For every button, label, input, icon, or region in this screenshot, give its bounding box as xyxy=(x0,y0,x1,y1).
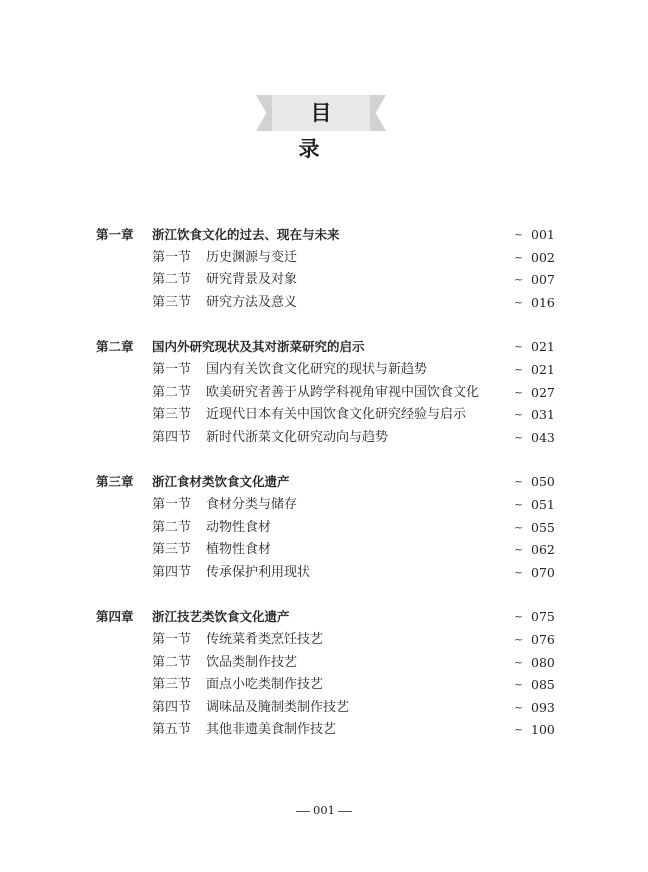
page-number: 085 xyxy=(531,677,555,693)
toc-section-row[interactable] xyxy=(0,428,648,448)
page-number: 007 xyxy=(531,272,555,288)
page-number: 055 xyxy=(531,519,555,535)
page-leader: ~ xyxy=(514,520,524,534)
section-title: 食材分类与储存 xyxy=(206,497,298,512)
toc-section-row[interactable] xyxy=(0,563,648,583)
section-title: 面点小吃类制作技艺 xyxy=(206,677,324,693)
page-number: 031 xyxy=(531,407,555,423)
toc-section-row[interactable] xyxy=(0,675,648,695)
toc-title-banner xyxy=(256,95,386,161)
toc-chapter-row[interactable] xyxy=(0,225,648,245)
section-title: 近现代日本有关中国饮食文化研究经验与启示 xyxy=(206,407,467,423)
page-leader: ~ xyxy=(514,565,524,579)
page-leader: ~ xyxy=(514,363,524,376)
page-number: 062 xyxy=(531,542,555,558)
section-number: 第四节 xyxy=(152,429,192,445)
toc-section-row[interactable] xyxy=(0,653,648,673)
toc-section-row[interactable] xyxy=(0,630,648,650)
chapter-number: 第三章 xyxy=(96,474,134,490)
page-number: 016 xyxy=(531,294,555,310)
section-number: 第二节 xyxy=(152,272,192,288)
page-number: 002 xyxy=(531,249,555,265)
page-leader: ~ xyxy=(514,430,524,444)
page-number: 051 xyxy=(531,497,555,512)
toc-section-row[interactable] xyxy=(0,518,648,538)
page-leader: ~ xyxy=(514,633,524,646)
chapter-number: 第一章 xyxy=(96,227,134,242)
section-title: 国内有关饮食文化研究的现状与新趋势 xyxy=(206,362,428,377)
toc-section-row[interactable] xyxy=(0,293,648,313)
section-title: 动物性食材 xyxy=(206,519,272,535)
section-number: 第一节 xyxy=(152,362,192,377)
section-number: 第一节 xyxy=(152,249,192,265)
chapter-title: 浙江饮食文化的过去、现在与未来 xyxy=(152,227,340,242)
section-title: 饮品类制作技艺 xyxy=(206,654,298,670)
section-number: 第三节 xyxy=(152,542,192,558)
section-number: 第五节 xyxy=(152,722,192,738)
chapter-title: 浙江食材类饮食文化遗产 xyxy=(152,474,290,490)
section-number: 第四节 xyxy=(152,699,192,715)
page-leader: ~ xyxy=(514,408,524,422)
page-leader: ~ xyxy=(514,655,524,669)
page-number: 021 xyxy=(531,339,555,355)
page-title: 目 录 xyxy=(298,101,356,161)
section-title: 欧美研究者善于从跨学科视角审视中国饮食文化 xyxy=(206,384,480,400)
section-number: 第四节 xyxy=(152,564,192,580)
section-title: 新时代浙菜文化研究动向与趋势 xyxy=(206,429,389,445)
footer-dash-right xyxy=(338,811,352,812)
toc-chapter-row[interactable] xyxy=(0,472,648,492)
toc-section-row[interactable] xyxy=(0,248,648,268)
page-leader: ~ xyxy=(514,498,524,511)
page-number: 021 xyxy=(531,362,555,377)
page-leader: ~ xyxy=(514,385,524,399)
page-leader: ~ xyxy=(514,543,524,557)
section-number: 第二节 xyxy=(152,654,192,670)
section-number: 第三节 xyxy=(152,677,192,693)
toc-section-row[interactable] xyxy=(0,698,648,718)
page-number: 027 xyxy=(531,384,555,400)
section-title: 传承保护利用现状 xyxy=(206,564,311,580)
page-leader: ~ xyxy=(514,723,524,737)
page-leader: ~ xyxy=(514,700,524,714)
page-footer xyxy=(0,802,648,818)
page-number: 080 xyxy=(531,654,555,670)
chapter-title: 浙江技艺类饮食文化遗产 xyxy=(152,609,290,625)
page-number: 043 xyxy=(531,429,555,445)
page-leader: ~ xyxy=(514,678,524,692)
toc-chapter-row[interactable] xyxy=(0,337,648,357)
section-title: 研究背景及对象 xyxy=(206,272,298,288)
page-leader: ~ xyxy=(514,475,524,489)
toc-section-row[interactable] xyxy=(0,270,648,290)
chapter-number: 第四章 xyxy=(96,609,134,625)
page-number: 076 xyxy=(531,632,555,647)
section-number: 第三节 xyxy=(152,407,192,423)
page-leader: ~ xyxy=(514,295,524,309)
toc-section-row[interactable] xyxy=(0,360,648,380)
section-number: 第一节 xyxy=(152,632,192,647)
chapter-title: 国内外研究现状及其对浙菜研究的启示 xyxy=(152,339,365,355)
toc-section-row[interactable] xyxy=(0,405,648,425)
section-number: 第一节 xyxy=(152,497,192,512)
page-number: 050 xyxy=(531,474,555,490)
footer-dash-left xyxy=(296,811,310,812)
toc-chapter-row[interactable] xyxy=(0,607,648,627)
section-title: 研究方法及意义 xyxy=(206,294,298,310)
page-number: 075 xyxy=(531,609,555,625)
page-leader: ~ xyxy=(514,610,524,624)
section-title: 历史渊源与变迁 xyxy=(206,249,298,265)
page-number: 001 xyxy=(531,227,555,242)
chapter-number: 第二章 xyxy=(96,339,134,355)
toc-section-row[interactable] xyxy=(0,540,648,560)
section-title: 植物性食材 xyxy=(206,542,272,558)
page-leader: ~ xyxy=(514,273,524,287)
page-number: 070 xyxy=(531,564,555,580)
section-number: 第二节 xyxy=(152,519,192,535)
section-title: 调味品及腌制类制作技艺 xyxy=(206,699,350,715)
page-leader: ~ xyxy=(514,250,524,264)
toc-section-row[interactable] xyxy=(0,383,648,403)
page-number: 100 xyxy=(531,722,555,738)
footer-page-number: 001 xyxy=(313,803,335,817)
section-title: 其他非遗美食制作技艺 xyxy=(206,722,337,738)
section-title: 传统菜肴类烹饪技艺 xyxy=(206,632,324,647)
toc-section-row[interactable] xyxy=(0,495,648,515)
page-leader: ~ xyxy=(514,340,524,354)
page-number: 093 xyxy=(531,699,555,715)
toc-section-row[interactable] xyxy=(0,720,648,740)
section-number: 第二节 xyxy=(152,384,192,400)
page-leader: ~ xyxy=(514,228,524,241)
section-number: 第三节 xyxy=(152,294,192,310)
